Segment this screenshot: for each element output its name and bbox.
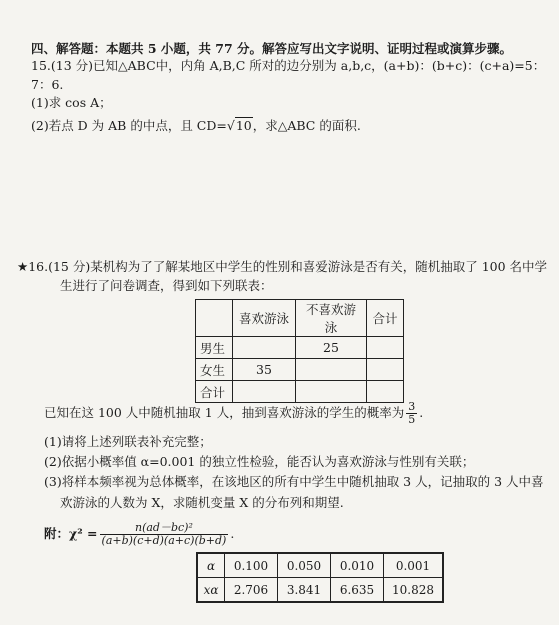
prob-numerator: 3 [408, 400, 416, 413]
table-cell: 0.050 [278, 553, 331, 578]
q16-line1-text: 16.(15 分)某机构为了了解某地区中学生的性别和喜爱游泳是否有关，随机抽取了 100 名中学 [28, 259, 548, 274]
sqrt-sign: √ [226, 118, 235, 133]
q15-part2-suffix: ，求△ABC 的面积. [252, 118, 361, 133]
table-cell: 0.100 [225, 553, 278, 578]
q16-part3-line2: 欢游泳的人数为 X，求随机变量 X 的分布列和期望. [60, 495, 344, 510]
table-cell [367, 359, 404, 381]
critical-value-table [196, 552, 444, 603]
q15-part2 [31, 117, 361, 134]
q16-part1: (1)请将上述列联表补充完整； [44, 434, 212, 449]
section-header: 四、解答题：本题共 5 小题，共 77 分。解答应写出文字说明、证明过程或演算步骤。 [31, 41, 513, 56]
formula-end: . [230, 526, 235, 541]
table-cell [196, 300, 233, 337]
q16-prob-end: . [419, 405, 424, 420]
table-cell [296, 359, 367, 381]
table-row [197, 578, 443, 603]
formula-denominator: (a+b)(c+d)(a+c)(b+d) [101, 534, 227, 547]
q15-part2-prefix: (2)若点 D 为 AB 的中点，且 CD= [31, 118, 227, 133]
table-row [197, 553, 443, 578]
prob-denominator: 5 [408, 413, 416, 426]
table-row-label: 合计 [196, 381, 233, 403]
prob-fraction [406, 401, 417, 426]
q16-line1 [17, 258, 547, 275]
table-cell: 25 [296, 337, 367, 359]
appendix-label: 附：χ² = [44, 526, 98, 541]
table-cell: 0.001 [384, 553, 444, 578]
table-cell: xα [197, 578, 225, 603]
table-cell: 3.841 [278, 578, 331, 603]
q15-line2: 7：6. [31, 77, 64, 92]
table-header: 合计 [367, 300, 404, 337]
table-cell: 35 [233, 359, 296, 381]
table-row-label: 女生 [196, 359, 233, 381]
q16-line2: 生进行了问卷调查，得到如下列联表： [60, 278, 273, 293]
table-row [196, 337, 404, 359]
q16-part3-line1: (3)将样本频率视为总体概率，在该地区的所有中学生中随机抽取 3 人，记抽取的 3 人中喜 [44, 474, 544, 489]
star-icon: ★ [17, 259, 29, 274]
q15-line1: 15.(13 分)已知△ABC中，内角 A,B,C 所对的边分别为 a,b,c，(a+b)：(b+c)：(c+a)=5： [31, 58, 546, 73]
table-row [196, 359, 404, 381]
table-cell: α [197, 553, 225, 578]
table-cell [233, 337, 296, 359]
table-cell: 2.706 [225, 578, 278, 603]
chi-square-fraction [100, 522, 229, 547]
contingency-table [195, 299, 404, 403]
table-cell [367, 337, 404, 359]
table-header: 不喜欢游泳 [296, 300, 367, 337]
appendix-formula [44, 520, 234, 548]
q16-part2: (2)依据小概率值 α=0.001 的独立性检验，能否认为喜欢游泳与性别有关联； [44, 454, 475, 469]
table-row-label: 男生 [196, 337, 233, 359]
table-header-row [196, 300, 404, 337]
table-cell: 10.828 [384, 578, 444, 603]
table-header: 喜欢游泳 [233, 300, 296, 337]
q15-part1: (1)求 cos A； [31, 95, 112, 110]
q16-prob-text: 已知在这 100 人中随机抽取 1 人，抽到喜欢游泳的学生的概率为 [44, 405, 405, 420]
sqrt-radicand: 10 [235, 118, 252, 133]
table-cell: 0.010 [331, 553, 384, 578]
table-cell: 6.635 [331, 578, 384, 603]
q16-prob-line [44, 400, 423, 426]
formula-numerator: n(ad－bc)² [100, 522, 229, 535]
